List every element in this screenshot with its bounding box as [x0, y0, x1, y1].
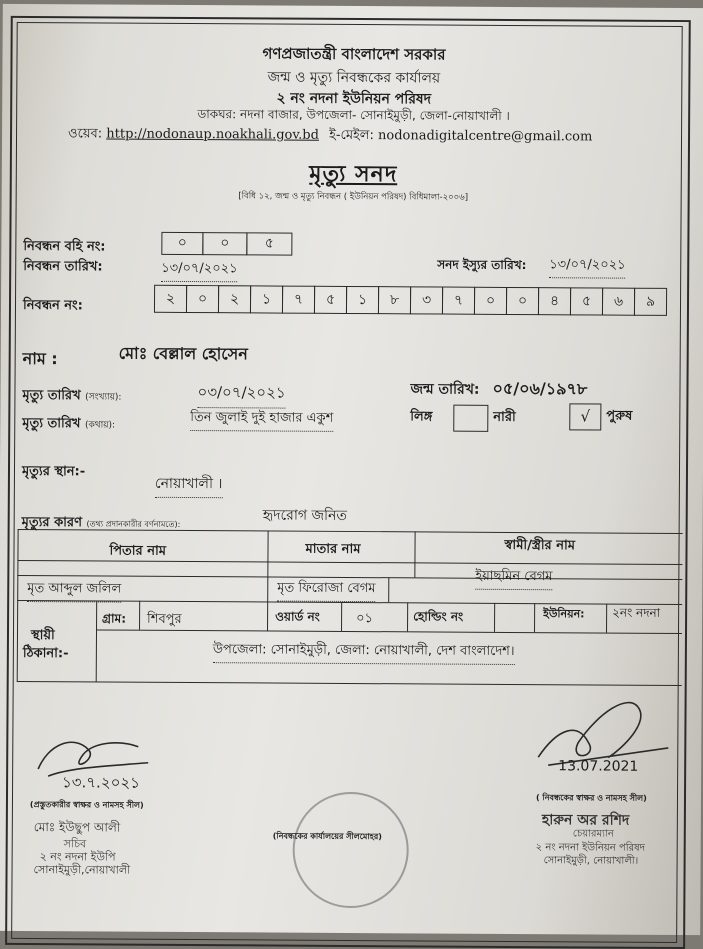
- holding-label: হোল্ডিং নং: [413, 609, 464, 624]
- certificate-paper: [0, 4, 703, 935]
- reg-no-digit: ২: [154, 285, 187, 313]
- male-checkbox-checked: √: [569, 403, 601, 430]
- book-label: নিবন্ধন বহি নং:: [23, 238, 106, 255]
- book-digit: ৫: [246, 232, 292, 255]
- spouse-header: স্বামী/স্ত্রীর নাম: [504, 537, 576, 554]
- email-address: nodonadigitalcentre@gmail.com: [377, 128, 593, 145]
- father-header: পিতার নাম: [109, 543, 167, 559]
- reg-no-digit: ২: [218, 285, 251, 313]
- office-seal-caption: (নিবন্ধকের কার্যালয়ের সীলমোহর): [272, 831, 382, 842]
- reg-date-label: নিবন্ধন তারিখ:: [23, 258, 103, 275]
- perm-address-label: স্থায়ী: [30, 628, 55, 644]
- death-place-label: মৃত্যুর স্থান:-: [21, 463, 86, 480]
- mother-value: মৃত ফিরোজা বেগম: [277, 579, 375, 603]
- reg-no-label: নিবন্ধন নং:: [22, 297, 83, 314]
- ward-label: ওয়ার্ড নং: [275, 609, 320, 624]
- father-value: মৃত আব্দুল জলিল: [27, 579, 121, 603]
- reg-no-digit: ০: [506, 287, 539, 315]
- union-value: ২নং নদনা: [612, 605, 661, 620]
- reg-no-digit: ০: [186, 285, 219, 313]
- govt-title: গণপ্রজাতন্ত্রী বাংলাদেশ সরকার: [262, 44, 446, 64]
- registrar-caption: ( নিবন্ধকের স্বাক্ষর ও নামসহ সীল): [535, 793, 647, 803]
- address-line: উপজেলা: সোনাইমুড়ী, জেলা: নোয়াখালী, দেশ বাংলাদেশ।: [213, 640, 515, 665]
- preparer-caption: (প্রস্তুতকারীর স্বাক্ষর ও নামসহ সীল): [29, 800, 144, 810]
- registrar-seal-place: সোনাইমুড়ী, নোয়াখালী।: [543, 855, 639, 867]
- female-label: নারী: [493, 409, 516, 426]
- birth-date-label: জন্ম তারিখ:: [410, 381, 480, 398]
- mother-header: মাতার নাম: [305, 541, 361, 558]
- reg-no-digit: ১: [346, 286, 379, 314]
- death-date-word-value: তিন জুলাই দুই হাজার একুশ: [190, 408, 333, 432]
- gender-label: লিঙ্গ: [410, 409, 433, 425]
- registrar-seal-name: হারুন অর রশিদ: [541, 812, 630, 829]
- spouse-value: ইয়াছমিন বেগম: [475, 567, 552, 590]
- office-title: জন্ম ও মৃত্যু নিবন্ধকের কার্যালয়: [267, 69, 441, 87]
- preparer-seal-title: সচিব: [63, 837, 87, 851]
- preparer-seal-union: ২ নং নদনা ইউপি: [39, 850, 116, 864]
- death-cause-label: মৃত্যুর কারণ (তথ্য প্রদানকারীর বর্ণনামতে):: [21, 514, 181, 531]
- issue-date-value: ১৩/০৭/২০২১: [549, 255, 625, 278]
- registrar-seal-union: ২ নং নদনা ইউনিয়ন পরিষদ: [535, 842, 645, 854]
- death-date-word-label: মৃত্যু তারিখ (কথায়):: [22, 415, 116, 432]
- male-label: পুরুষ: [606, 408, 633, 424]
- reg-no-digit: ৬: [602, 288, 635, 316]
- certificate-subtitle: [বিধি ১২, জন্ম ও মৃত্যু নিবন্ধন ( ইউনিয়ন পরিষদ) বিধিমালা-২০০৬]: [238, 191, 469, 203]
- reg-no-digit: ৪: [538, 287, 571, 315]
- reg-no-digit: ৮: [378, 286, 411, 314]
- name-label: নাম :: [22, 348, 58, 369]
- office-seal-stamp: [292, 792, 409, 909]
- perm-address-label-2: ঠিকানা:-: [22, 645, 69, 662]
- issue-date-label: সনদ ইস্যুর তারিখ:: [437, 257, 527, 273]
- reg-no-digit: ৯: [634, 288, 667, 316]
- preparer-seal-name: মোঃ ইউছুপ আলী: [33, 820, 121, 835]
- death-place-value: নোয়াখালী ।: [155, 472, 223, 498]
- village-label: গ্রাম:: [102, 611, 127, 626]
- reg-no-digit: ০: [474, 287, 507, 315]
- web-link[interactable]: http://nodonaup.noakhali.gov.bd: [106, 126, 320, 143]
- web-label: ওয়েব:: [67, 126, 103, 142]
- preparer-date: ১৩.৭.২০২১: [62, 773, 140, 792]
- web-line: [68, 124, 592, 148]
- book-digit: ০: [202, 232, 247, 255]
- death-date-num-value: ০৩/০৭/২০২১: [197, 381, 285, 409]
- reg-no-digit: ৭: [282, 286, 315, 314]
- preparer-seal-place: সোনাইমুড়ী,নোয়াখালী: [33, 863, 131, 877]
- reg-no-digit: ১: [250, 285, 283, 313]
- reg-no-digit: ৫: [314, 286, 347, 314]
- female-checkbox: [453, 405, 488, 432]
- reg-no-digit: ৫: [570, 287, 603, 315]
- reg-no-digit: ৭: [442, 287, 475, 315]
- reg-no-digit: ৩: [410, 286, 443, 314]
- email-label: ই-মেইল:: [329, 127, 374, 144]
- name-value: মোঃ বেল্লাল হোসেন: [118, 343, 248, 364]
- ward-value: ০১: [356, 611, 374, 627]
- registrar-date: 13.07.2021: [558, 758, 639, 775]
- union-label: ইউনিয়ন:: [543, 607, 585, 621]
- birth-date-value: ০৫/০৬/১৯৭৮: [492, 378, 588, 399]
- death-cause-value: হৃদরোগ জনিত: [262, 507, 347, 524]
- book-digit: ০: [161, 232, 203, 255]
- reg-date-value: ১৩/০৭/২০২১: [161, 259, 237, 282]
- village-value: শিবপুর: [147, 611, 182, 627]
- death-date-num-label: মৃত্যু তারিখ (সংখ্যায়):: [22, 387, 122, 404]
- union-title: ২ নং নদনা ইউনিয়ন পরিষদ: [276, 90, 432, 108]
- office-address: ডাকঘর: নদনা বাজার, উপজেলা- সোনাইমুড়ী, জেলা-নোয়াখালী ।: [197, 107, 510, 123]
- certificate-title: মৃত্যু সনদ: [309, 161, 398, 188]
- registrar-seal-title: চেয়ারম্যান: [572, 828, 614, 840]
